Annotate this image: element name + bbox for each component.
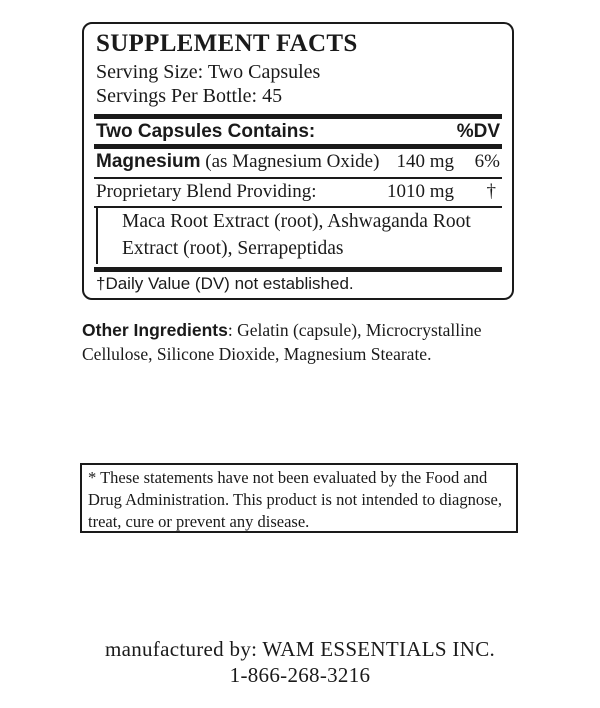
magnesium-name: Magnesium (96, 151, 201, 172)
servings-per-bottle: Servings Per Bottle: 45 (96, 85, 283, 107)
supplement-facts-panel (82, 22, 514, 300)
blend-amount: 1010 mg (386, 181, 454, 202)
thick-divider (94, 267, 502, 272)
other-ingredients-label: Other Ingredients (82, 320, 228, 340)
thick-divider (94, 114, 502, 119)
blend-contents: Maca Root Extract (root), Ashwaganda Root Extract (root), Serrapeptidas (122, 211, 471, 259)
thick-divider (94, 144, 502, 149)
indent-bar (96, 208, 98, 264)
manufacturer-line: manufactured by: WAM ESSENTIALS INC. (104, 637, 496, 661)
facts-title: SUPPLEMENT FACTS (96, 30, 358, 57)
magnesium-dv: 6% (474, 151, 500, 172)
facts-header-row (96, 121, 500, 143)
blend-dv: † (486, 181, 496, 202)
fda-disclaimer: * These statements have not been evaluated by the Food and Drug Administration. This product is not intended to diagnose, treat, cure or prevent any disease. (80, 463, 518, 533)
blend-contents-block (96, 208, 496, 268)
footnote: †Daily Value (DV) not established. (96, 274, 354, 293)
blend-row (96, 181, 500, 203)
magnesium-row (96, 151, 500, 173)
blend-label: Proprietary Blend Providing: (96, 181, 317, 202)
manufacturer-phone: 1-866-268-3216 (229, 663, 371, 687)
header-label: Two Capsules Contains: (96, 121, 316, 142)
other-ingredients-text: : Gelatin (capsule), Microcrystalline Cellulose, Silicone Dioxide, Magnesium Stearate. (82, 320, 482, 364)
thin-divider (94, 177, 502, 179)
magnesium-amount: 140 mg (396, 151, 454, 172)
magnesium-desc: (as Magnesium Oxide) (205, 151, 380, 172)
other-ingredients (82, 318, 542, 366)
serving-size: Serving Size: Two Capsules (96, 61, 321, 83)
header-dv: %DV (456, 121, 500, 142)
